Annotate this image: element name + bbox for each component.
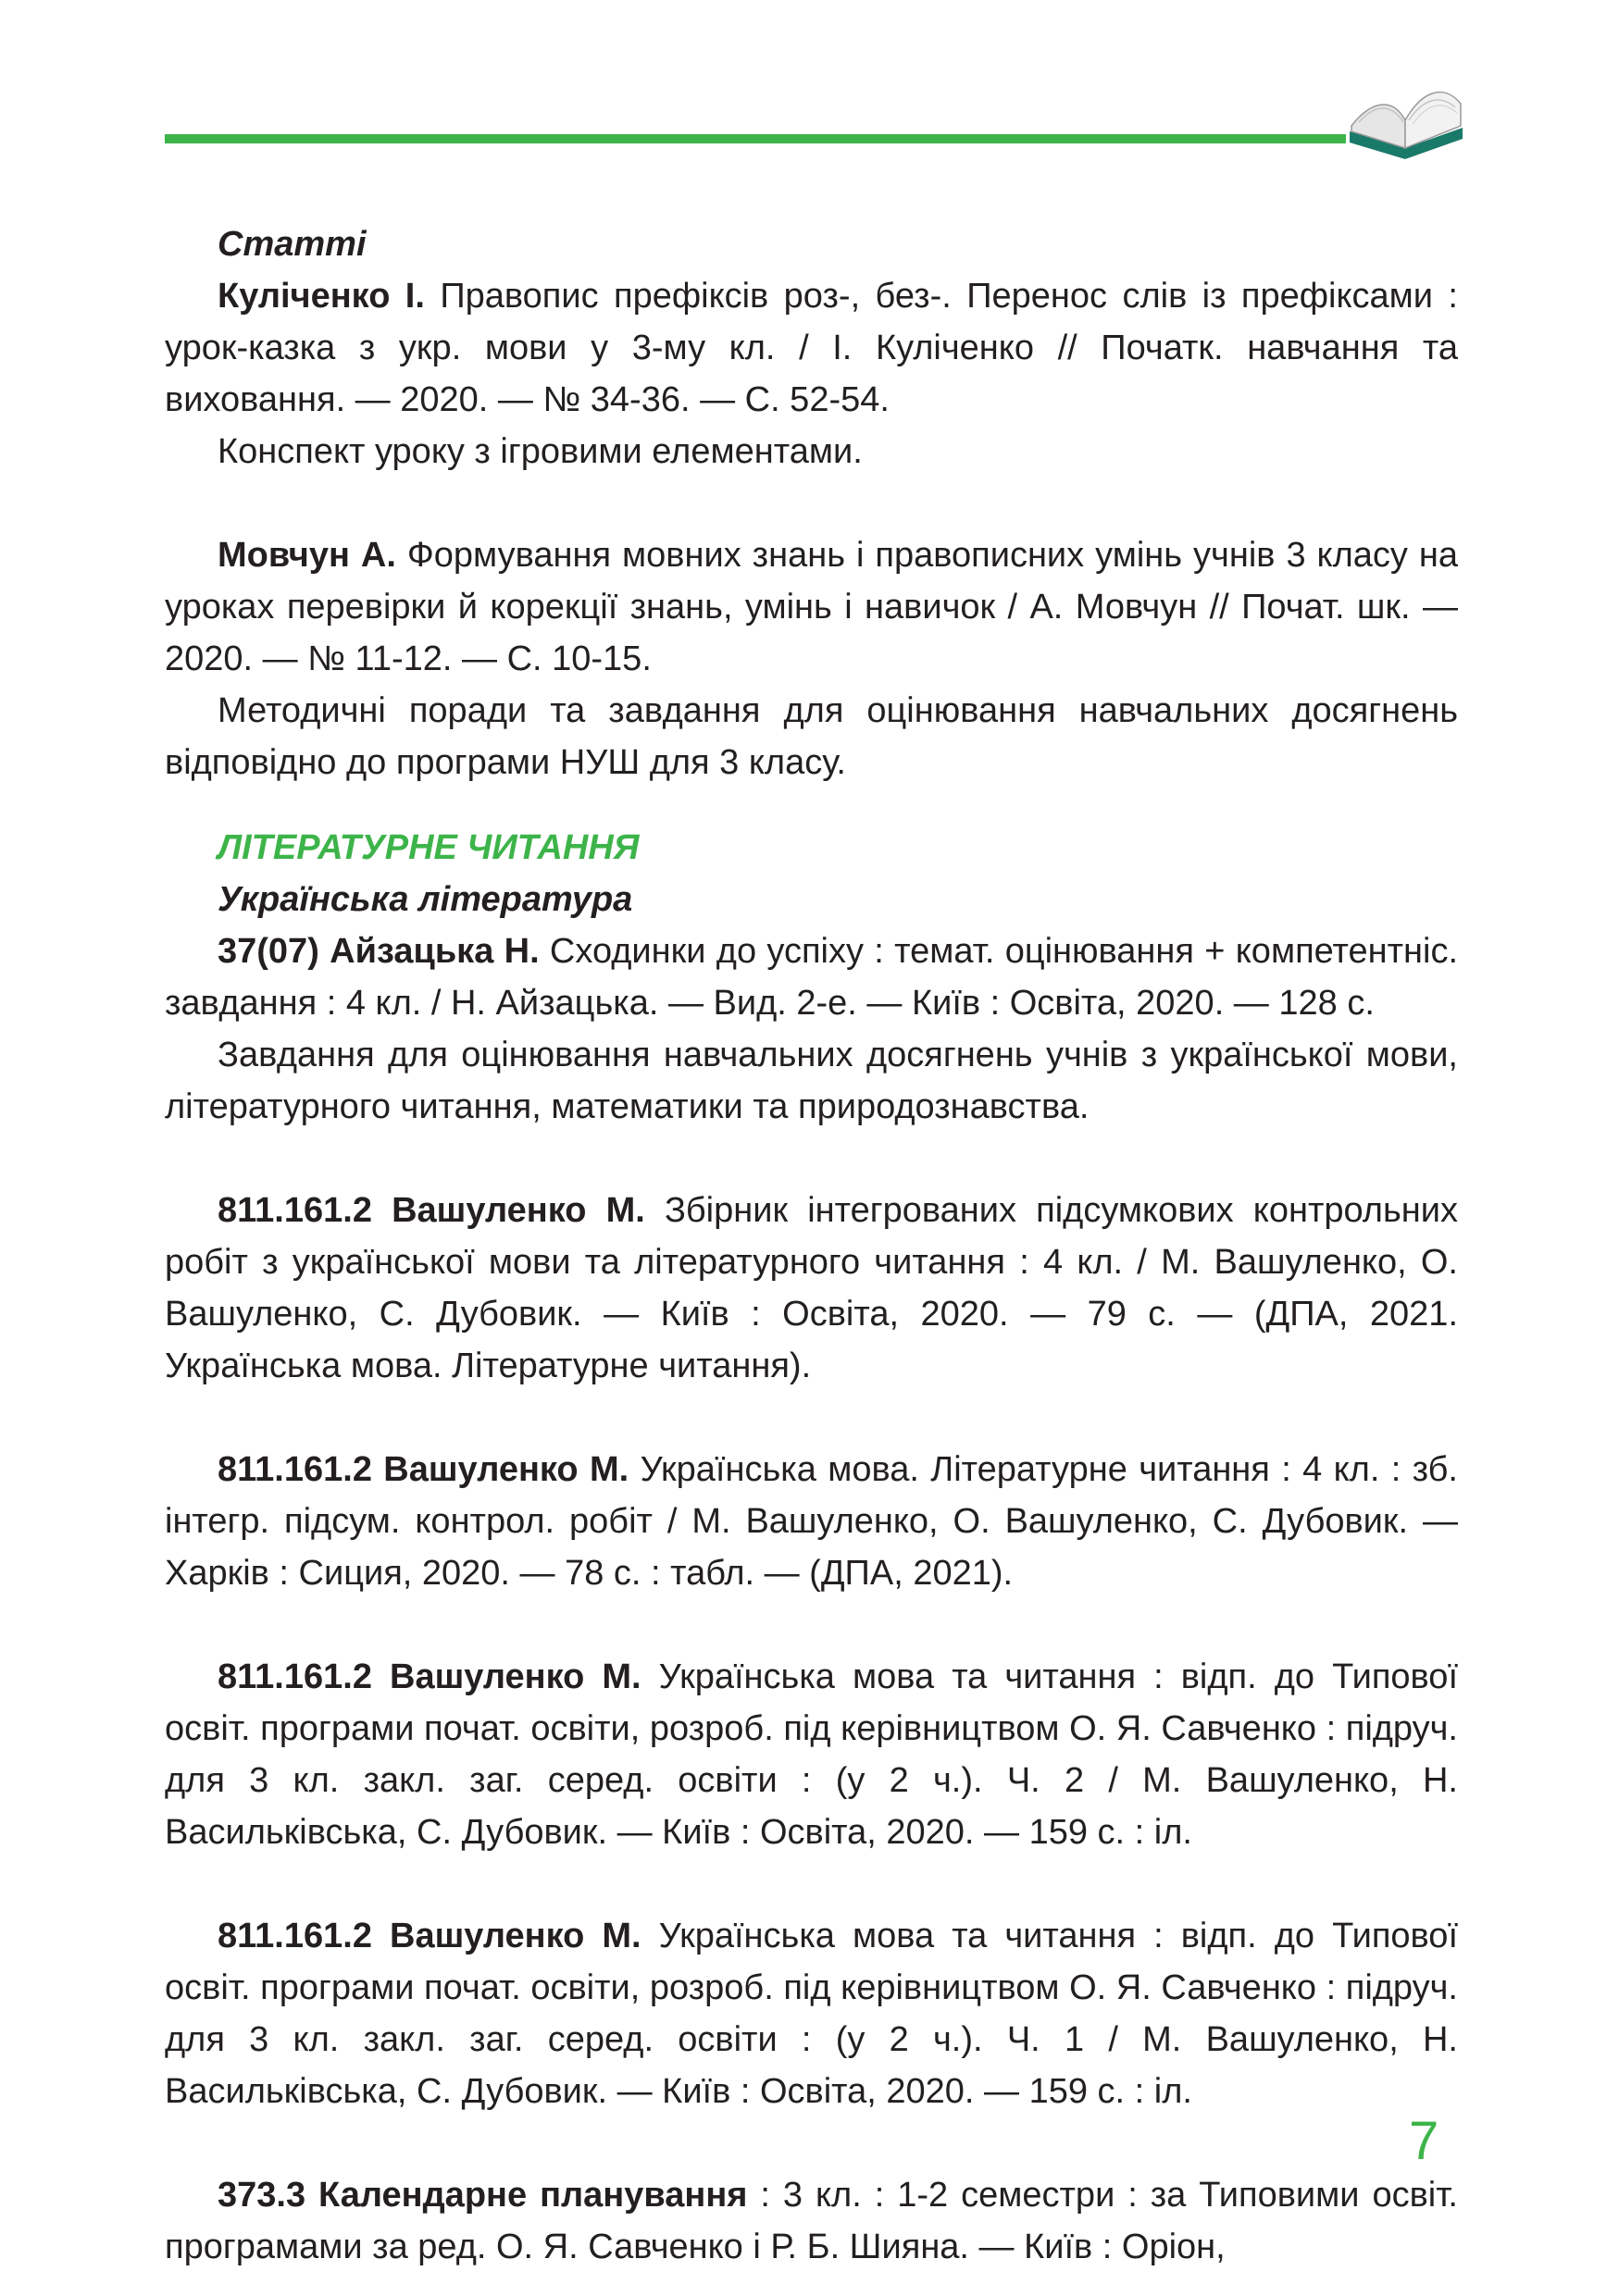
entry-note: Конспект уроку з ігровими елементами. <box>218 432 863 471</box>
section-heading: ЛІТЕРАТУРНЕ ЧИТАННЯ <box>218 828 640 867</box>
section-articles-label: Статті <box>218 225 367 264</box>
section-subheading: Українська література <box>218 880 633 919</box>
entry-text: Сходинки до успіху : темат. оцінювання + компетентніс. завдання : 4 кл. / Н. Айзацька. — Вид. 2-е. — Київ : Освіта, 2020. — 128 с. <box>165 932 1459 1023</box>
page-number: 7 <box>1409 2111 1439 2171</box>
bib-entry <box>165 925 1458 1133</box>
bib-entry <box>165 2169 1458 2273</box>
entry-text: Українська мова. Літературне читання : 4 кл. : зб. інтегр. підсум. контрол. робіт / М. Вашуленко, О. Вашуленко, С. Дубовик. — Харків : Сиция, 2020. — 78 с. : табл. — (ДПА, 2021). <box>165 1450 1458 1593</box>
entry-author: 811.161.2 Вашуленко М. <box>218 1917 641 1955</box>
bibliography-content <box>165 218 1459 2273</box>
entry-author: 37(07) Айзацька Н. <box>218 932 540 971</box>
header-rule <box>165 134 1346 143</box>
entry-author: 811.161.2 Вашуленко М. <box>218 1191 645 1230</box>
bib-entry <box>165 529 1458 788</box>
entry-note: Завдання для оцінювання навчальних досягнень учнів з української мови, літературного читання, математики та природознавства. <box>165 1036 1458 1126</box>
entry-text: Збірник інтегрованих підсумкових контрольних робіт з української мови та літературного читання : 4 кл. / М. Вашуленко, О. Вашуленко, С. Дубовик. — Київ : Освіта, 2020. — 79 с. — (ДПА, 2021. Українська мова. Літературне читання). <box>165 1191 1458 1385</box>
entry-text: : 3 кл. : 1-2 семестри : за Типовими освіт. програмами за ред. О. Я. Савченко і Р. Б. Шияна. — Київ : Оріон, <box>165 2176 1458 2266</box>
open-book-icon <box>1340 67 1472 168</box>
bib-entry <box>165 270 1458 478</box>
entry-author: Мовчун А. <box>218 536 396 575</box>
entry-text: Українська мова та читання : відп. до Типової освіт. програми почат. освіти, розроб. під керівництвом О. Я. Савченко : підруч. для 3 кл. закл. заг. серед. освіти : (у 2 ч.). Ч. 1 / М. Вашуленко, Н. Васильківська, С. Дубовик. — Київ : Освіта, 2020. — 159 с. : іл. <box>165 1917 1459 2111</box>
entry-author: 373.3 Календарне планування <box>218 2176 748 2215</box>
entry-author: 811.161.2 Вашуленко М. <box>218 1450 629 1489</box>
entry-author: 811.161.2 Вашуленко М. <box>218 1657 641 1696</box>
entry-author: Куліченко І. <box>218 277 425 316</box>
entry-text: Формування мовних знань і правописних умінь учнів 3 класу на уроках перевірки й корекції знань, умінь і навичок / А. Мовчун // Почат. шк. — 2020. — № 11-12. — С. 10-15. <box>165 536 1459 678</box>
entry-text: Українська мова та читання : відп. до Типової освіт. програми почат. освіти, розроб. під керівництвом О. Я. Савченко : підруч. для 3 кл. закл. заг. серед. освіти : (у 2 ч.). Ч. 2 / М. Вашуленко, Н. Васильківська, С. Дубовик. — Київ : Освіта, 2020. — 159 с. : іл. <box>165 1657 1459 1852</box>
entry-note: Методичні поради та завдання для оцінювання навчальних досягнень відповідно до програми НУШ для 3 класу. <box>165 691 1458 782</box>
bib-entry <box>165 1651 1458 1858</box>
bib-entry <box>165 1910 1458 2117</box>
bib-entry <box>165 1185 1458 1392</box>
bib-entry <box>165 1444 1458 1599</box>
entry-text: Правопис префіксів роз-, без-. Перенос слів із префіксами : урок-казка з укр. мови у 3-му кл. / І. Куліченко // Початк. навчання та виховання. — 2020. — № 34-36. — С. 52-54. <box>165 277 1458 419</box>
